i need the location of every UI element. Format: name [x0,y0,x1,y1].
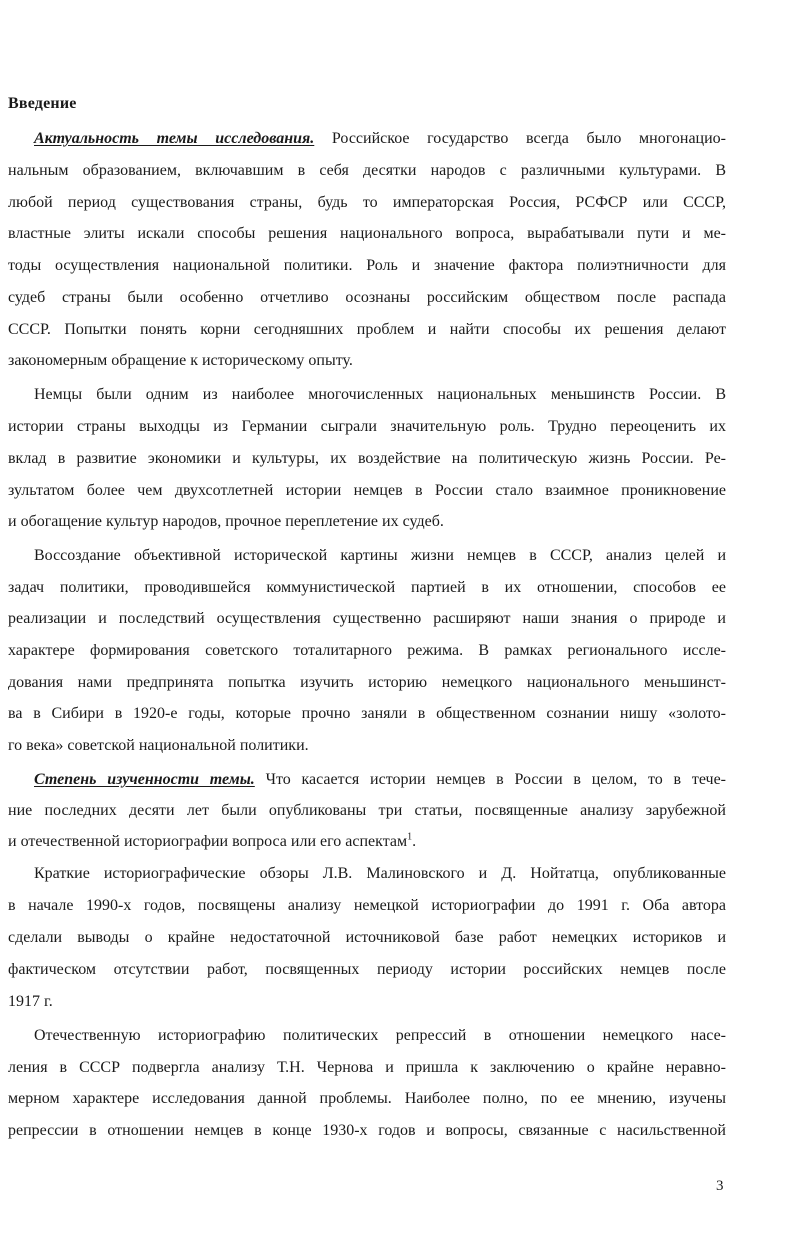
para3-line-7: го века» советской национальной политики. [8,737,309,754]
para1-line-2: нальным образованием, включавшим в себя десятки народов с различными культурами. В [8,162,726,179]
para4-lead: Степень изученности темы. [34,771,255,788]
para2-line-4: зультатом более чем двухсотлетней истории немцев в России стало взаимное проникновение [8,482,726,499]
para3-line-4: характере формирования советского тоталитарного режима. В рамках регионального иссле- [8,642,726,659]
para3-line-6: ва в Сибири в 1920-е годы, которые прочно заняли в общественном сознании нишу «золото- [8,705,726,722]
para2-line-1: Немцы были одним из наиболее многочисленных национальных меньшинств России. В [34,386,726,403]
para3-line-1: Воссоздание объективной исторической картины жизни немцев в СССР, анализ целей и [34,547,726,564]
para4-line-3-text: и отечественной историографии вопроса или его аспектам [8,833,408,850]
para4-line-2: ние последних десяти лет были опубликованы три статьи, посвященные анализу зарубежной [8,802,726,819]
para5-line-4: фактическом отсутствии работ, посвященных периоду истории российских немцев после [8,961,726,978]
para4-end: . [412,833,417,850]
para4-line-1 [34,770,726,790]
section-heading: Введение [8,95,77,112]
para6-line-3: мерном характере исследования данной проблемы. Наиболее полно, по ее мнению, изучены [8,1090,726,1107]
para5-line-2: в начале 1990-х годов, посвящены анализу немецкой историографии до 1991 г. Оба автора [8,897,726,914]
para3-line-2: задач политики, проводившейся коммунистической партией в их отношении, способов ее [8,579,726,596]
para1-line-8: закономерным обращение к историческому опыту. [8,352,353,369]
para6-line-4: репрессии в отношении немцев в конце 1930-х годов и вопросы, связанные с насильственной [8,1122,726,1139]
para2-line-2: истории страны выходцы из Германии сыграли значительную роль. Трудно переоценить их [8,418,726,435]
para1-line-7: СССР. Попытки понять корни сегодняшних проблем и найти способы их решения делают [8,321,726,338]
para1-line-6: судеб страны были особенно отчетливо осознаны российским обществом после распада [8,289,726,306]
para1-line-4: властные элиты искали способы решения национального вопроса, вырабатывали пути и ме- [8,225,726,242]
para3-line-3: реализации и последствий осуществления существенно расширяют наши знания о природе и [8,610,726,627]
para4-line-3 [8,832,416,852]
para6-line-1: Отечественную историографию политических репрессий в отношении немецкого насе- [34,1027,726,1044]
para1-line-3: любой период существования страны, будь то императорская Россия, РСФСР или СССР, [8,194,726,211]
page-number: 3 [716,1178,724,1194]
para5-line-5: 1917 г. [8,993,53,1010]
para2-line-3: вклад в развитие экономики и культуры, их воздействие на политическую жизнь России. Ре- [8,450,726,467]
para1-lead: Актуальность темы исследования. [34,130,315,147]
para3-line-5: дования нами предпринята попытка изучить историю немецкого национального меньшинст- [8,674,726,691]
para6-line-2: ления в СССР подвергла анализу Т.Н. Чернова и пришла к заключению о крайне неравно- [8,1059,726,1076]
para5-line-1: Краткие историографические обзоры Л.В. Малиновского и Д. Нойтатца, опубликованные [34,865,726,882]
para4-line-1-text: Что касается истории немцев в России в целом, то в тече- [265,771,726,788]
para1-line-1 [34,129,726,149]
para2-line-5: и обогащение культур народов, прочное переплетение их судеб. [8,513,444,530]
footnote-mark[interactable]: 1 [407,831,413,843]
para5-line-3: сделали выводы о крайне недостаточной источниковой базе работ немецких историков и [8,929,726,946]
para1-line-1-text: Российское государство всегда было многонацио- [331,130,726,147]
para1-line-5: тоды осуществления национальной политики. Роль и значение фактора полиэтничности для [8,257,726,274]
